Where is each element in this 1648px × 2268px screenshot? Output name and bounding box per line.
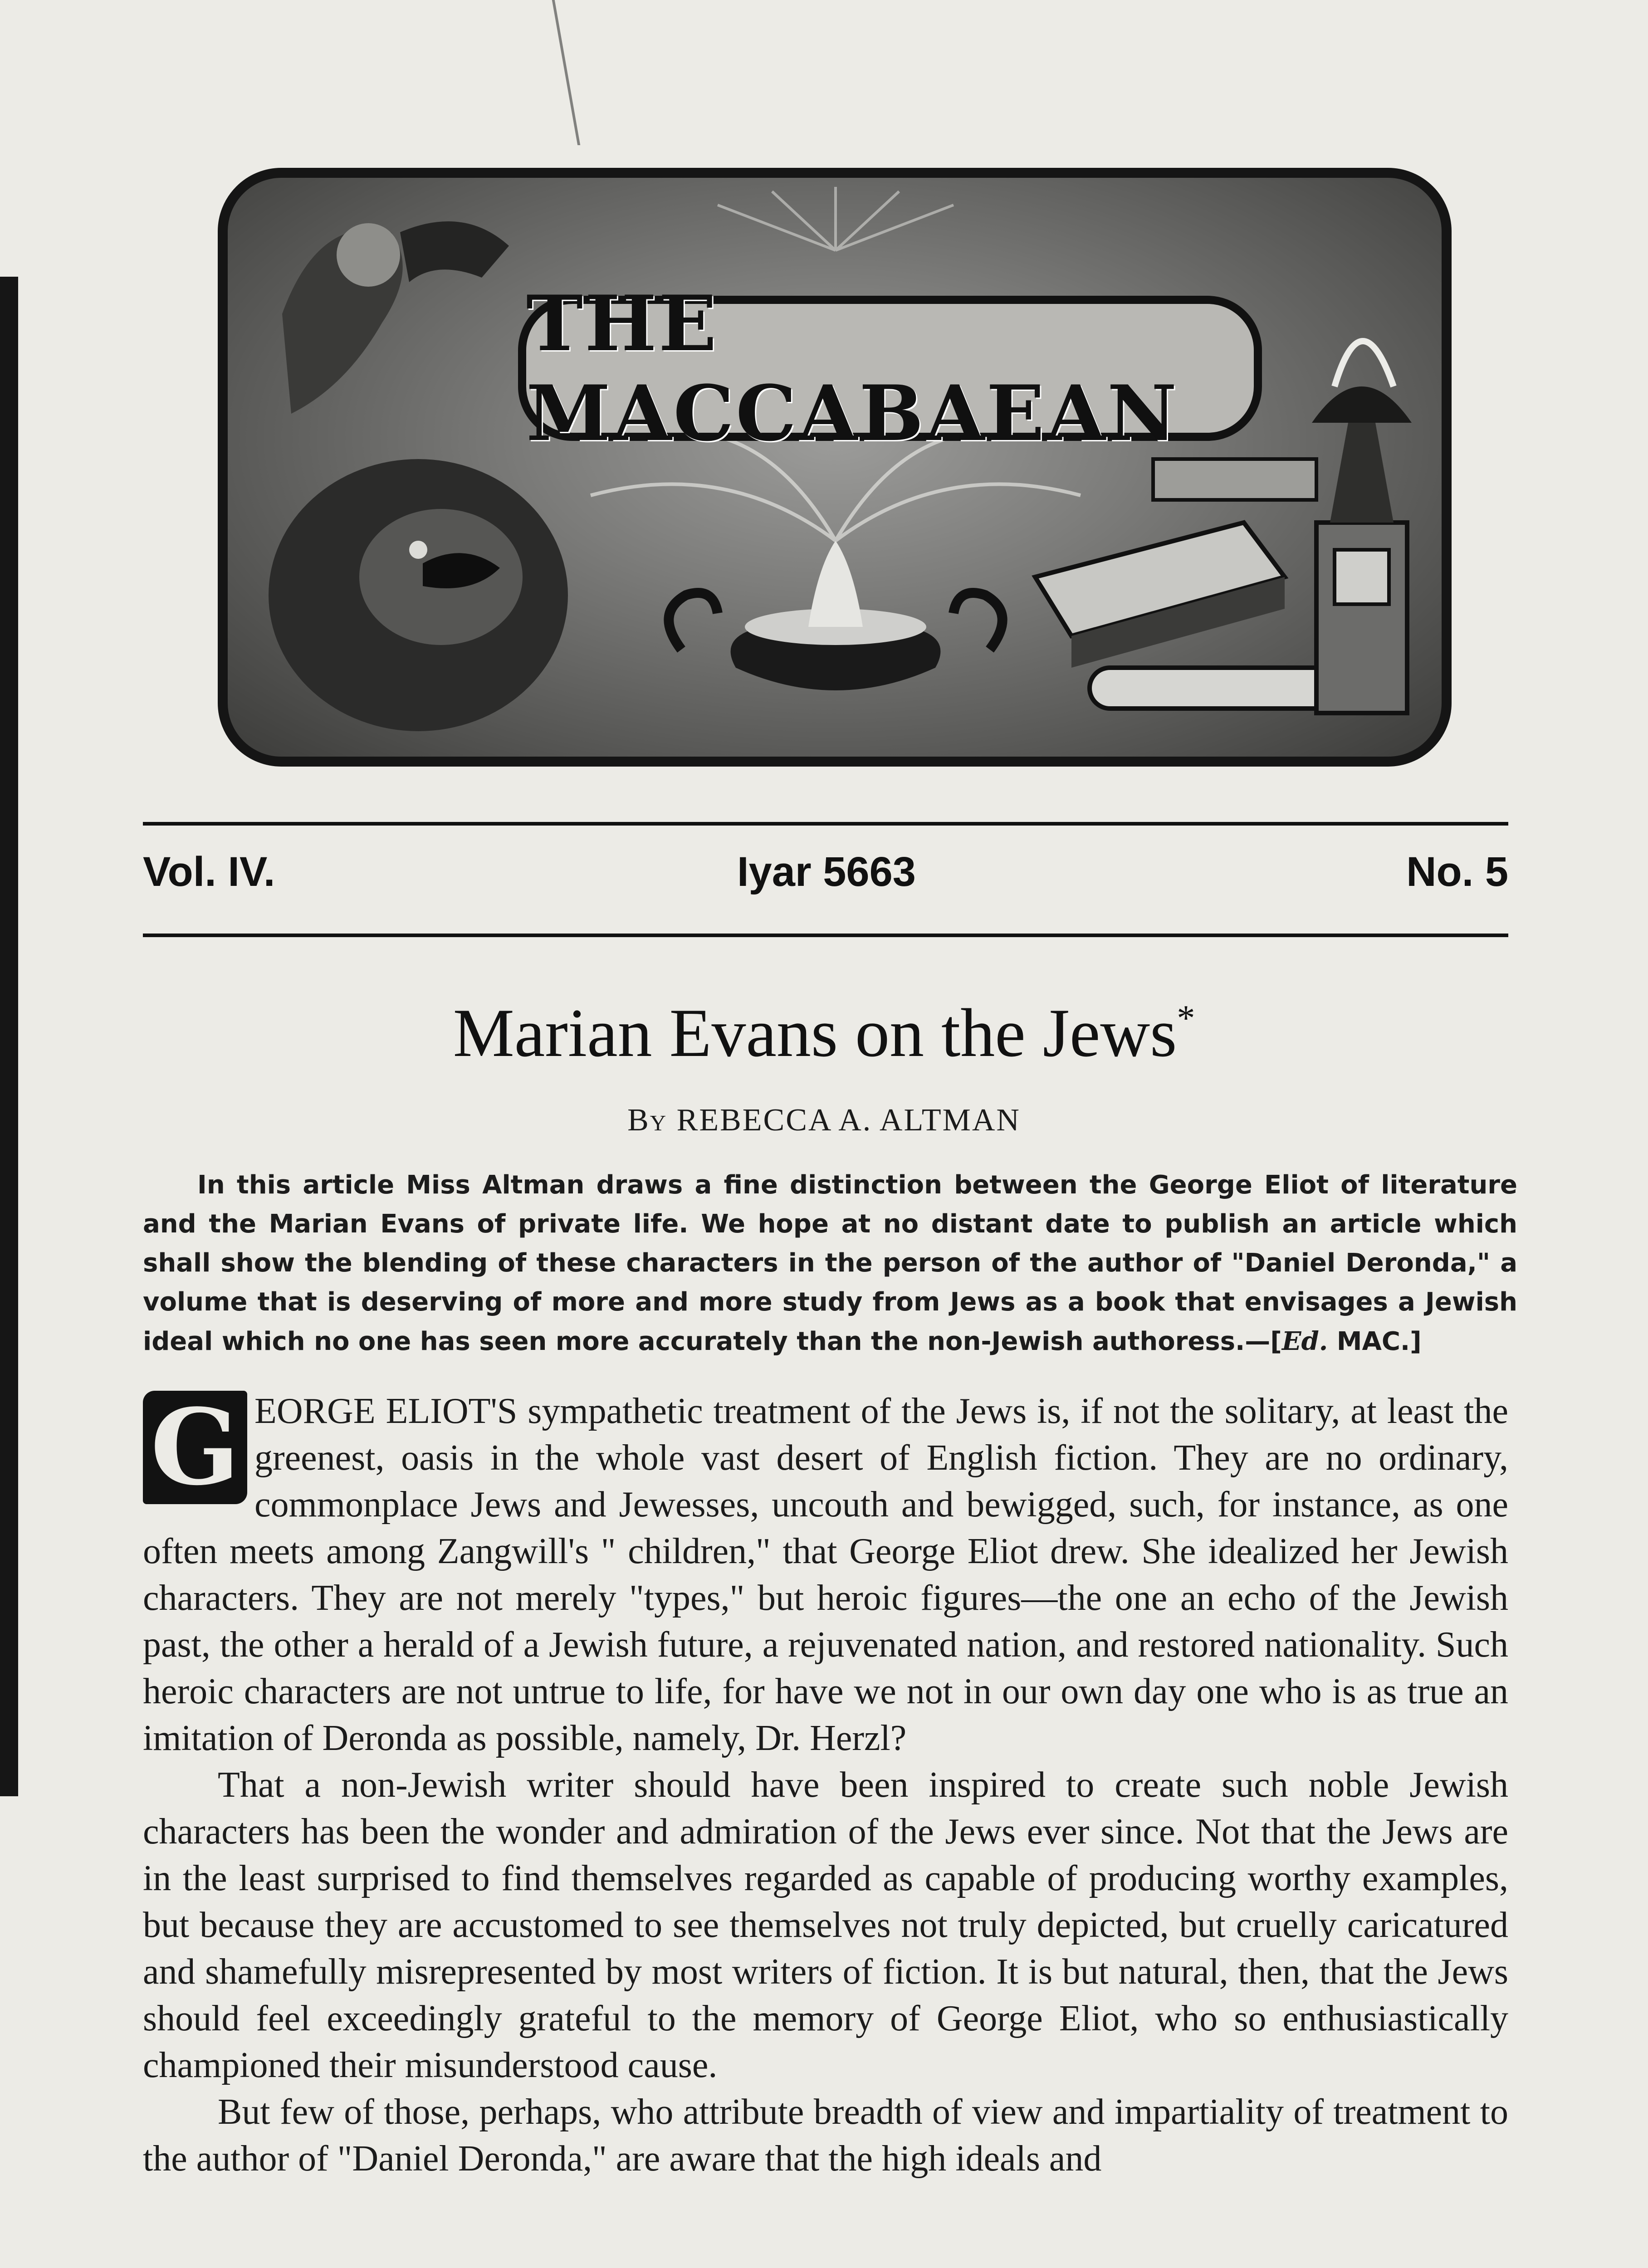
paragraph-1-text: EORGE ELIOT'S sympathetic treatment of the Jews is, if not the solitary, at least the greenest, oasis in the whole vast desert of English fiction. They are no ordinary, commonplace Jews and Jewesses, uncouth and bewigged, such, for instance, as one often meets among Zangwill's " children," that George Eliot drew. She idealized her Jewish characters. They are not merely "types," but heroic figures—the one an echo of the Jewish past, the other a herald of a Jewish future, a rejuvenated nation, and restored nationality. Such heroic characters are not untrue to life, for have we not in our own day one who is as true an imitation of Deronda as possible, namely, Dr. Herzl? bbox=[143, 1391, 1508, 1758]
warrior-figure bbox=[282, 221, 509, 414]
issue-number: No. 5 bbox=[1406, 849, 1508, 895]
paragraph-2: That a non-Jewish writer should have been inspired to create such noble Jewish characters has been the wonder and admiration of the Jews ever since. Not that the Jews are in the least surprised to find themselves regarded as capable of producing worthy examples, but because they are accustomed to see themselves not truly depicted, but cruelly caricatured and shamefully misrepresented by most writers of fiction. It is but natural, then, that the Jews should feel exceedingly grateful to the memory of George Eliot, who so enthusiastically championed their misunderstood cause. bbox=[143, 1765, 1508, 2085]
top-rule bbox=[143, 822, 1508, 826]
volume-label: Vol. IV. bbox=[143, 849, 275, 895]
byline-prefix: By bbox=[627, 1103, 668, 1138]
issue-date: Iyar 5663 bbox=[737, 849, 916, 895]
editor-signature-tail: MAC.] bbox=[1328, 1327, 1422, 1356]
article-title-text: Marian Evans on the Jews bbox=[453, 995, 1177, 1071]
author-name: REBECCA A. ALTMAN bbox=[676, 1103, 1021, 1138]
paragraph-1 bbox=[143, 1388, 1508, 1762]
oil-lamp bbox=[669, 541, 1002, 690]
title-footnote-mark: * bbox=[1177, 998, 1195, 1038]
masthead-illustration bbox=[218, 168, 1452, 767]
issue-line bbox=[143, 848, 1508, 912]
books-and-scrolls bbox=[1035, 459, 1344, 709]
altar-pillar bbox=[1312, 341, 1412, 713]
lion-figure bbox=[269, 459, 568, 731]
editor-signature: Ed. bbox=[1281, 1326, 1328, 1356]
editor-note-text: In this article Miss Altman draws a fine distinction between the George Eliot of literature and the Marian Evans of private life. We hope at no distant date to publish an article which shall show the blending of these characters in the person of the author of "Daniel Deronda," a volume that is deserving of more and more study from Jews as a book that envisages a Jewish ideal which no one has seen more accurately than the non-Jewish authoress.—[ bbox=[143, 1170, 1517, 1356]
drop-cap: G bbox=[143, 1391, 247, 1504]
bottom-rule bbox=[143, 934, 1508, 937]
byline bbox=[0, 1102, 1648, 1139]
paper-crease bbox=[552, 0, 580, 145]
article-title bbox=[0, 993, 1648, 1072]
paragraph-3: But few of those, perhaps, who attribute breadth of view and impartiality of treatment to the author of "Daniel Deronda," are aware that the high ideals and bbox=[143, 2092, 1508, 2179]
masthead-artwork bbox=[228, 178, 1442, 757]
editor-note bbox=[143, 1166, 1517, 1361]
article-body bbox=[143, 1388, 1508, 2182]
masthead-title: THE MACCABAEAN bbox=[518, 296, 1262, 441]
